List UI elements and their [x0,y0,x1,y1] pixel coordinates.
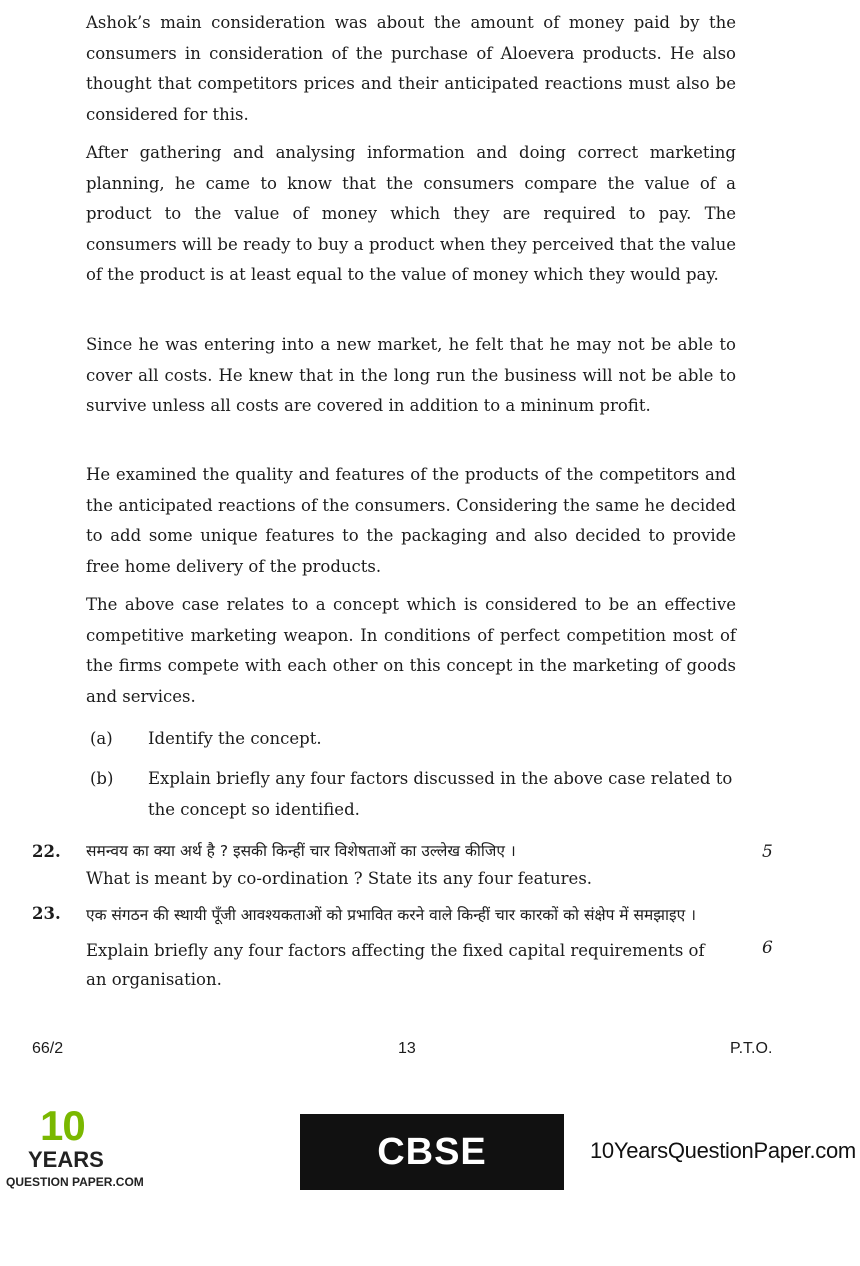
sub-question-label: (b) [90,769,114,788]
sub-question-b [90,764,750,826]
case-paragraph-4: He examined the quality and features of the products of the competitors and the anticipated reactions of the consumers. Considering the same he decided to add some unique features to the packaging and also decided to provide free home delivery of the products. [86,465,736,576]
question-22-english: What is meant by co-ordination ? State its any four features. [86,869,593,888]
board-label: CBSE BOARD XII [300,1114,564,1190]
sub-question-label: (a) [90,729,113,748]
page-number: 13 [398,1040,416,1057]
website-label: 10YearsQuestionPaper.com [590,1138,856,1163]
question-23-hindi: एक संगठन की स्थायी पूँजी आवश्यकताओं को प्रभावित करने वाले किन्हीं चार कारकों को संक्षेप में समझाइए । [86,906,696,924]
site-logo [6,1102,144,1196]
question-23-english: Explain briefly any four factors affecting the fixed capital requirements of an organisation. [86,941,705,989]
sub-question-text: Explain briefly any four factors discussed in the above case related to the concept so identified. [148,769,733,819]
question-22-number: 22. [32,842,61,861]
logo-site-name: QUESTION PAPER.COM [6,1175,144,1189]
sub-question-text: Identify the concept. [148,729,322,748]
pto-label: P.T.O. [730,1040,773,1057]
case-paragraph-3: Since he was entering into a new market, he felt that he may not be able to cover all costs. He knew that in the long run the business will not be able to survive unless all costs are covered in addition to a mininum profit. [86,335,736,415]
question-23 [86,900,726,994]
sub-question-a [90,724,750,756]
question-23-number: 23. [32,904,61,923]
question-22 [86,838,736,892]
logo-number: 10 [40,1102,85,1149]
case-paragraph-5: The above case relates to a concept which is considered to be an effective competitive marketing weapon. In conditions of perfect competition most of the firms compete with each other on this concept in the marketing of goods and services. [86,595,736,706]
logo-years: YEARS [28,1147,104,1172]
question-22-hindi: समन्वय का क्या अर्थ है ? इसकी किन्हीं चार विशेषताओं का उल्लेख कीजिए । [86,842,516,860]
case-paragraph-2: After gathering and analysing information and doing correct marketing planning, he came to know that the consumers compare the value of a product to the value of money which they are required to pay. The consumers will be ready to buy a product when they perceived that the value of the product is at least equal to the value of money which they would pay. [86,143,736,284]
case-paragraph-1: Ashok’s main consideration was about the amount of money paid by the consumers in consideration of the purchase of Aloevera products. He also thought that competitors prices and their anticipated reactions must also be considered for this. [86,13,736,124]
question-23-marks: 6 [762,938,773,958]
paper-code: 66/2 [32,1040,64,1057]
question-22-marks: 5 [762,842,773,862]
